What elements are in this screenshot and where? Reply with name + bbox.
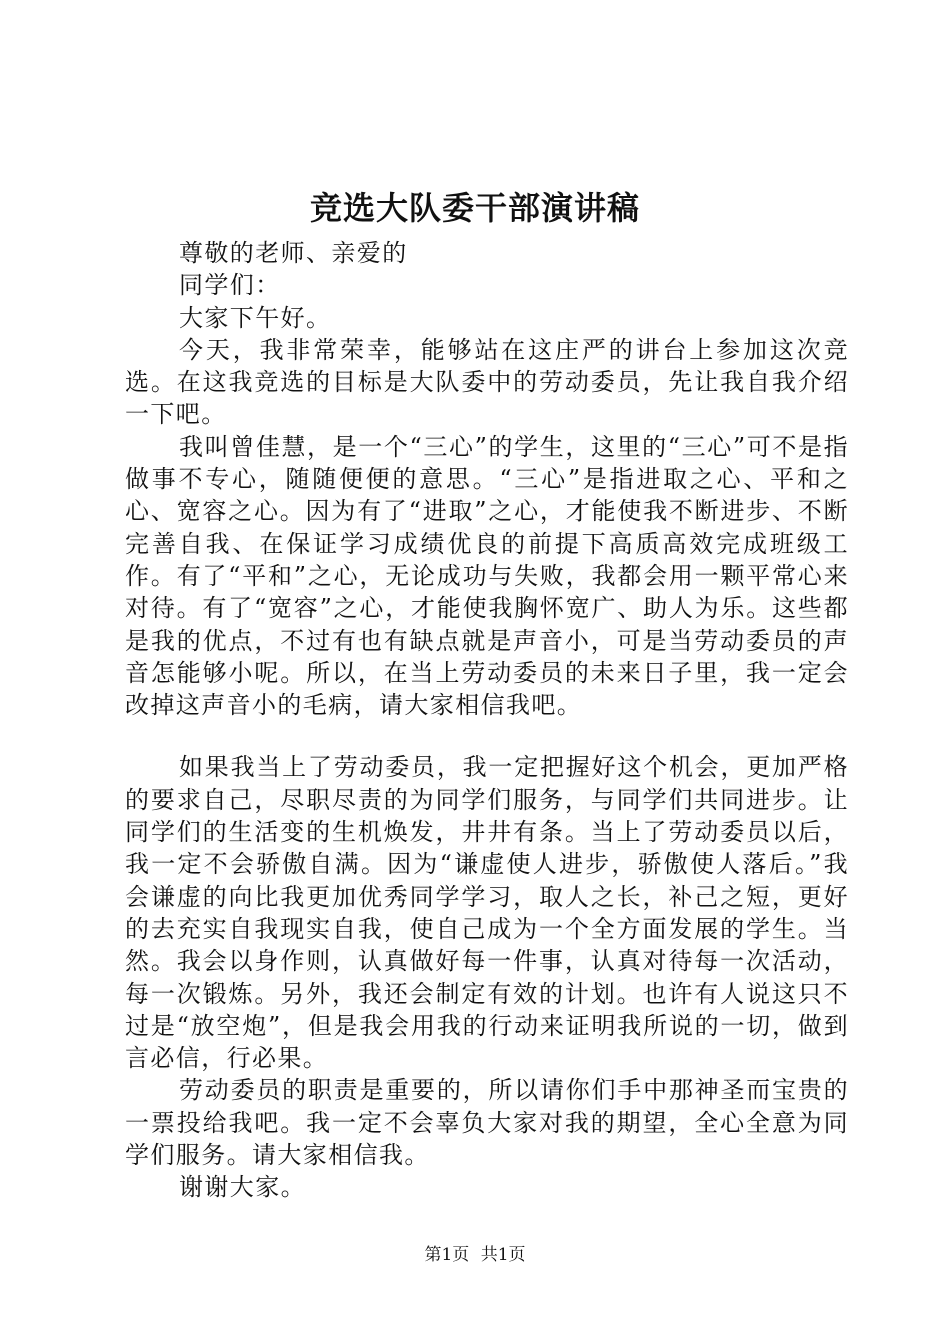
salutation-line-1: 尊敬的老师、亲爱的 xyxy=(179,239,408,267)
page-footer xyxy=(0,1243,950,1267)
closing-paragraph: 谢谢大家。 xyxy=(179,1173,306,1202)
document-body xyxy=(125,237,849,1204)
vote-request-paragraph: 劳动委员的职责是重要的，所以请你们手中那神圣而宝贵的一票投给我吧。我一定不会辜负大家对我的期望，全心全意为同学们服务。请大家相信我。 xyxy=(125,1076,849,1170)
page-total: 共1页 xyxy=(480,1245,526,1265)
salutation-line-2: 同学们： xyxy=(179,271,281,300)
page-title: 竞选大队委干部演讲稿 xyxy=(309,189,640,227)
greeting-paragraph: 大家下午好。 xyxy=(179,303,332,332)
commitment-paragraph: 如果我当上了劳动委员，我一定把握好这个机会，更加严格的要求自己，尽职尽责的为同学们服务，与同学们共同进步。让同学们的生活变的生机焕发，井井有条。当上了劳动委员以后，我一定不会骄傲自满。因为“谦虚使人进步，骄傲使人落后。”我会谦虚的向比我更加优秀同学学习，取人之长，补己之短，更好的去充实自我现实自我，使自己成为一个全方面发展的学生。当然。我会以身作则，认真做好每一件事，认真对待每一次活动，每一次锻炼。另外，我还会制定有效的计划。也许有人说这只不过是“放空炮”，但是我会用我的行动来证明我所说的一切，做到言必信，行必果。 xyxy=(125,753,849,1073)
intro-paragraph: 今天，我非常荣幸，能够站在这庄严的讲台上参加这次竞选。在这我竞选的目标是大队委中的劳动委员，先让我自我介绍一下吧。 xyxy=(125,335,849,429)
page-number: 第1页 xyxy=(424,1245,470,1265)
self-introduction-paragraph: 我叫曾佳慧，是一个“三心”的学生，这里的“三心”可不是指做事不专心，随随便便的意思。“三心”是指进取之心、平和之心、宽容之心。因为有了“进取”之心，才能使我不断进步、不断完善自我、在保证学习成绩优良的前提下高质高效完成班级工作。有了“平和”之心，无论成功与失败，我都会用一颗平常心来对待。有了“宽容”之心，才能使我胸怀宽广、助人为乐。这些都是我的优点，不过有也有缺点就是声音小，可是当劳动委员的声音怎能够小呢。所以，在当上劳动委员的未来日子里，我一定会改掉这声音小的毛病，请大家相信我吧。 xyxy=(125,432,849,720)
